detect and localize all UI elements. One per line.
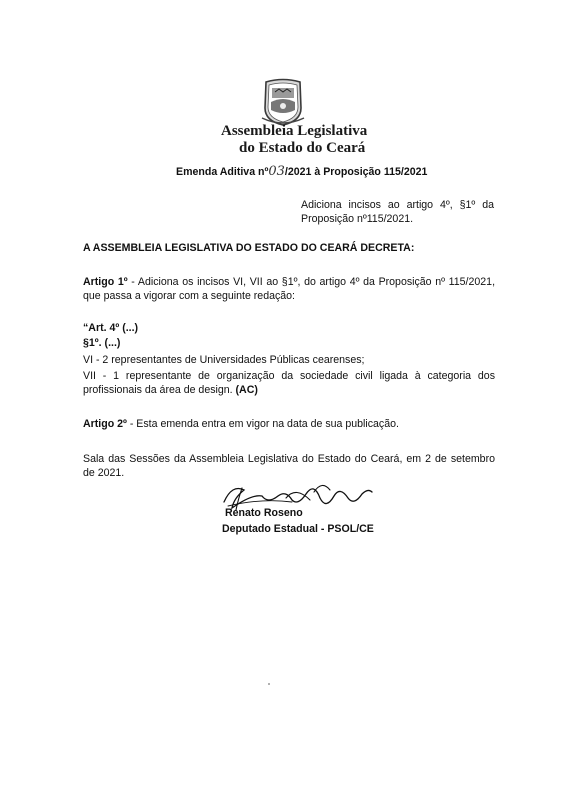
article-2-text: - Esta emenda entra em vigor na data de sua publicação. [126,418,399,430]
article-2 [83,417,495,431]
signer-role: Deputado Estadual - PSOL/CE [222,523,374,535]
signer-name: Renato Roseno [225,507,303,519]
amendment-number: 03 [268,164,285,179]
assembly-name-line1: Assembleia Legislativa [221,123,368,139]
inciso-vii-text: VII - 1 representante de organização da sociedade civil ligada à categoria dos profissionais da área de design. [83,370,495,396]
article-1 [83,275,495,303]
amendment-title-suffix: /2021 à Proposição 115/2021 [284,166,428,178]
inciso-vii [83,369,495,397]
state-coat-of-arms-icon [258,78,308,126]
article-1-label: Artigo 1º [83,276,128,288]
quoted-article-heading: “Art. 4º (...) [83,322,139,334]
enacting-clause: A ASSEMBLEIA LEGISLATIVA DO ESTADO DO CEARÁ DECRETA: [83,242,415,254]
quoted-paragraph-heading: §1º. (...) [83,337,121,349]
inciso-vi: VI - 2 representantes de Universidades Públicas cearenses; [83,354,365,366]
article-2-label: Artigo 2º [83,418,127,430]
article-1-text: - Adiciona os incisos VI, VII ao §1º, do artigo 4º da Proposição nº 115/2021, que passa a vigorar com a seguinte redação: [83,276,496,302]
session-place-date: Sala das Sessões da Assembleia Legislativa do Estado do Ceará, em 2 de setembro de 2021. [83,453,495,479]
amendment-summary: Adiciona incisos ao artigo 4º, §1º da Proposição nº115/2021. [301,199,494,225]
amendment-title-prefix: Emenda Aditiva nº [176,166,269,178]
amendment-title [176,164,427,179]
assembly-name-line2: do Estado do Ceará [239,140,366,156]
scan-speck [268,683,270,685]
inciso-vii-tag: (AC) [235,384,258,396]
